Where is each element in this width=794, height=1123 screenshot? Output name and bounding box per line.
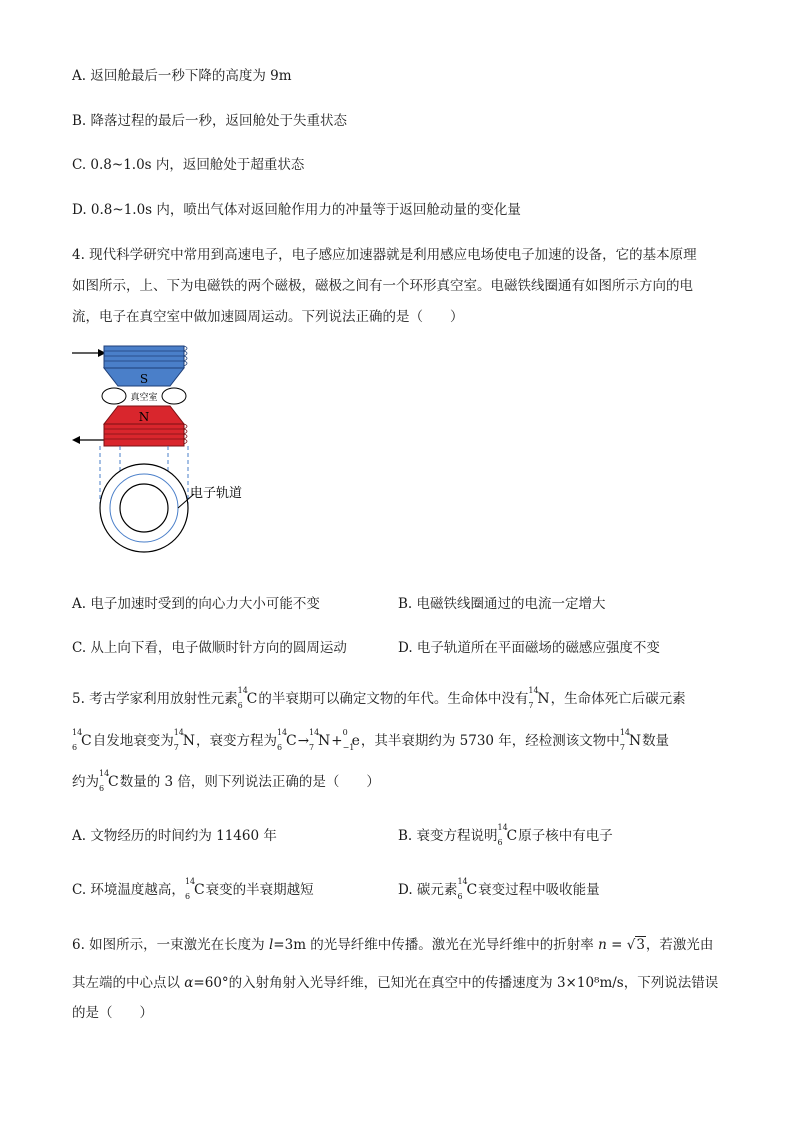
electron-orbit-ring: [100, 464, 188, 552]
q6-line1: 6. 如图所示，一束激光在长度为 l=3m 的光导纤维中传播。激光在光导纤维中的折射率 n = √3，若激光由: [72, 937, 714, 953]
q4-stem-line1: 4. 现代科学研究中常用到高速电子，电子感应加速器就是利用感应电场使电子加速的设备，它的基本原理: [72, 247, 697, 263]
electron-symbol: 0 −1 e: [342, 728, 360, 752]
nitrogen14-nuclide: 14 7 N: [173, 728, 195, 752]
q5-line2: 14 6 C自发地衰变为 14 7 N，衰变方程为 14 6 C→ 14 7 N+ 0 −1 e，其半衰期约为 5730 年，经检测该文物中 14 7 N数量: [72, 728, 670, 752]
q4-option-b: B. 电磁铁线圈通过的电流一定增大: [398, 596, 606, 612]
carbon14-nuclide: 14 6 C: [276, 728, 297, 752]
q3-option-c: C. 0.8~1.0s 内，返回舱处于超重状态: [72, 157, 305, 173]
decay-arrow: →: [297, 733, 309, 749]
vacuum-chamber: [102, 388, 186, 404]
q4-stem-line2: 如图所示，上、下为电磁铁的两个磁极，磁极之间有一个环形真空室。电磁铁线圈通有如图所示方向的电: [72, 278, 693, 294]
q4-option-d: D. 电子轨道所在平面磁场的磁感应强度不变: [398, 640, 660, 656]
orbit-label: 电子轨道: [190, 486, 243, 501]
carbon14-nuclide: 14 6 C: [237, 686, 258, 710]
q4-option-c: C. 从上向下看，电子做顺时针方向的圆周运动: [72, 640, 347, 656]
nitrogen14-nuclide: 14 7 N: [619, 728, 642, 752]
sqrt-three: 3: [636, 937, 645, 953]
current-out-arrow: [72, 436, 106, 444]
q3-option-d: D. 0.8~1.0s 内，喷出气体对返回舱作用力的冲量等于返回舱动量的变化量: [72, 202, 521, 218]
q4-option-a: A. 电子加速时受到的向心力大小可能不变: [72, 596, 320, 612]
nitrogen14-nuclide: 14 7 N: [528, 686, 550, 710]
q3-option-b: B. 降落过程的最后一秒，返回舱处于失重状态: [72, 113, 348, 129]
q5-line1: 5. 考古学家利用放射性元素 14 6 C的半衰期可以确定文物的年代。生命体中没有 14 7 N，生命体死亡后碳元素: [72, 686, 686, 710]
q5-option-c: C. 环境温度越高， 14 6 C衰变的半衰期越短: [72, 877, 314, 901]
carbon14-nuclide: 14 6 C: [72, 728, 92, 752]
q5-option-a: A. 文物经历的时间约为 11460 年: [72, 828, 277, 844]
q5-line3: 约为 14 6 C数量的 3 倍，则下列说法正确的是（ ）: [72, 769, 380, 793]
accelerator-figure: [70, 342, 290, 557]
q6-line2: 其左端的中心点以 α=60°的入射角射入光导纤维，已知光在真空中的传播速度为 3×10⁸m/s，下列说法错误: [72, 975, 719, 991]
q5-option-d: D. 碳元素 14 6 C衰变过程中吸收能量: [398, 877, 600, 901]
q6-line3: 的是（ ）: [72, 1005, 153, 1021]
q5-option-b: B. 衰变方程说明 14 6 C原子核中有电子: [398, 823, 613, 847]
q4-stem-line3: 流，电子在真空室中做加速圆周运动。下列说法正确的是（ ）: [72, 309, 464, 325]
nitrogen14-nuclide: 14 7 N: [309, 728, 331, 752]
q3-option-a: A. 返回舱最后一秒下降的高度为 9m: [72, 68, 292, 84]
current-in-arrow: [72, 349, 106, 357]
top-magnet: [104, 346, 187, 386]
chamber-label: 真空室: [130, 393, 158, 403]
bottom-magnet: [104, 406, 187, 446]
pole-n-label: N: [138, 410, 150, 424]
q4-stem: [72, 240, 722, 333]
pole-s-label: S: [139, 372, 149, 386]
carbon14-nuclide: 14 6 C: [99, 769, 119, 793]
